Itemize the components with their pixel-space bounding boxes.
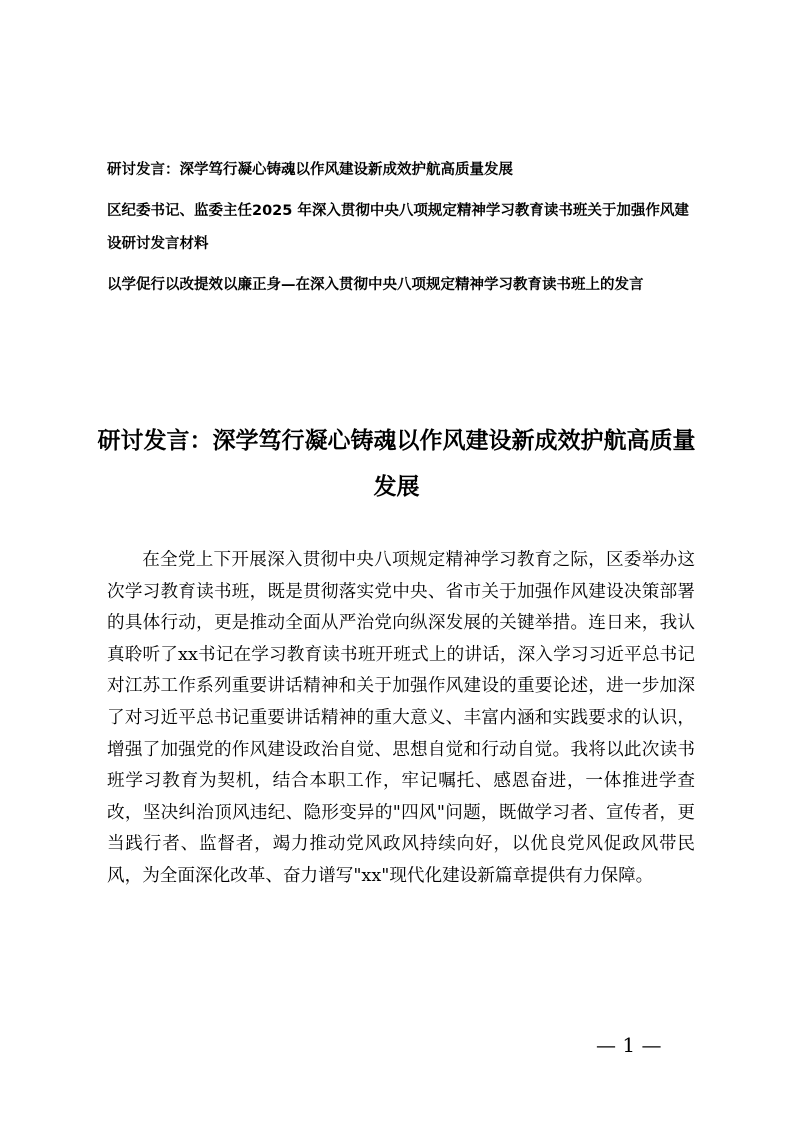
toc-entry-1: 研讨发言：深学笃行凝心铸魂以作风建设新成效护航高质量发展	[107, 162, 513, 178]
toc-entry-2: 区纪委书记、监委主任2025 年深入贯彻中央八项规定精神学习教育读书班关于加强作风建设研讨发言材料	[107, 203, 689, 252]
article-body-paragraph: 在全党上下开展深入贯彻中央八项规定精神学习教育之际，区委举办这次学习教育读书班，既是贯彻落实党中央、省市关于加强作风建设决策部署的具体行动，更是推动全面从严治党向纵深发展的关键举措。连日来，我认真聆听了xx书记在学习教育读书班开班式上的讲话，深入学习习近平总书记对江苏工作系列重要讲话精神和关于加强作风建设的重要论述，进一步加深了对习近平总书记重要讲话精神的重大意义、丰富内涵和实践要求的认识，增强了加强党的作风建设政治自觉、思想自觉和行动自觉。我将以此次读书班学习教育为契机，结合本职工作，牢记嘱托、感恩奋进，一体推进学查改，坚决纠治顶风违纪、隐形变异的"四风"问题，既做学习者、宣传者，更当践行者、监督者，竭力推动党风政风持续向好，以优良党风促政风带民风，为全面深化改革、奋力谱写"xx"现代化建设新篇章提供有力保障。	[107, 550, 695, 886]
article-title: 研讨发言：深学笃行凝心铸魂以作风建设新成效护航高质量发展	[97, 428, 696, 500]
toc-entry-3: 以学促行以改提效以廉正身—在深入贯彻中央八项规定精神学习教育读书班上的发言	[107, 277, 644, 293]
table-of-contents	[107, 154, 693, 302]
page-number: — 1 —	[596, 1033, 662, 1057]
